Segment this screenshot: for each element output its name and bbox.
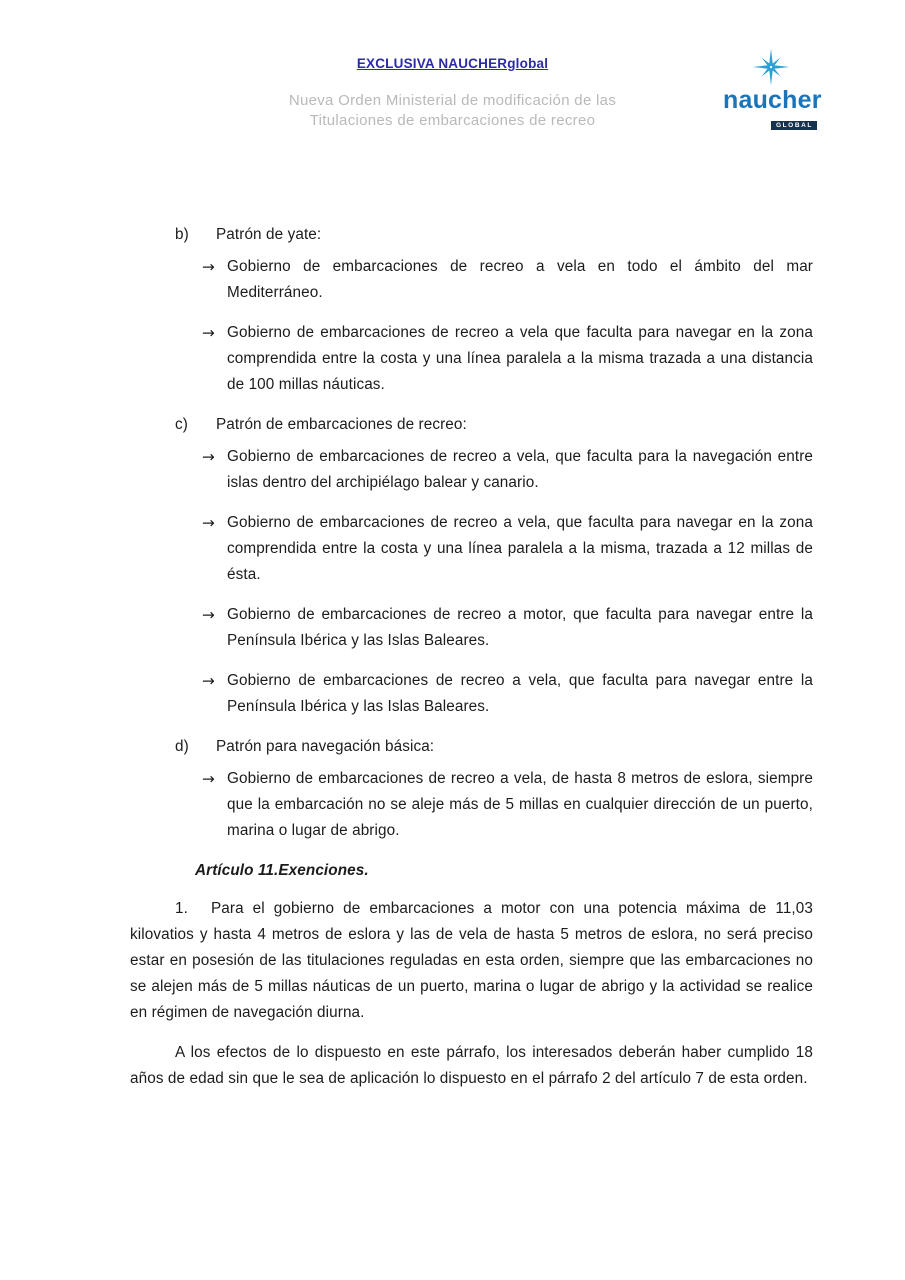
section-title-text: Patrón para navegación básica: bbox=[216, 738, 435, 755]
logo-wordmark: naucher bbox=[723, 86, 822, 114]
arrow-icon: → bbox=[202, 448, 215, 466]
paragraph bbox=[130, 896, 813, 1026]
paragraph-text: A los efectos de lo dispuesto en este párrafo, los interesados deberán haber cumplido 18 años de edad sin que le sea de aplicación lo dispuesto en el párrafo 2 del artículo 7 de esta orden. bbox=[130, 1044, 813, 1087]
subtitle-line-1: Nueva Orden Ministerial de modificación de las bbox=[288, 92, 617, 109]
bullet-text: Gobierno de embarcaciones de recreo a motor, que faculta para navegar entre la Península Ibérica y las Islas Baleares. bbox=[227, 606, 813, 649]
bullet-item bbox=[130, 668, 813, 720]
arrow-icon: → bbox=[202, 258, 215, 276]
bullet-text: Gobierno de embarcaciones de recreo a vela en todo el ámbito del mar Mediterráneo. bbox=[227, 258, 813, 301]
arrow-icon: → bbox=[202, 672, 215, 690]
document-body bbox=[130, 222, 813, 1106]
bullet-item bbox=[130, 444, 813, 496]
section-c bbox=[130, 412, 813, 720]
section-title-text: Patrón de yate: bbox=[216, 226, 322, 243]
bullet-text: Gobierno de embarcaciones de recreo a vela, que faculta para la navegación entre islas dentro del archipiélago balear y canario. bbox=[227, 448, 813, 491]
bullet-item bbox=[130, 766, 813, 844]
arrow-icon: → bbox=[202, 606, 215, 624]
compass-rose-icon bbox=[752, 48, 790, 86]
bullet-text: Gobierno de embarcaciones de recreo a vela que faculta para navegar en la zona comprendida entre la costa y una línea paralela a la misma trazada a una distancia de 100 millas náuticas. bbox=[227, 324, 813, 393]
logo-tagline-text: GLOBAL bbox=[771, 121, 817, 130]
arrow-icon: → bbox=[202, 324, 215, 342]
section-label: b) bbox=[175, 226, 189, 243]
exclusive-header-link[interactable]: EXCLUSIVA NAUCHERglobal bbox=[356, 56, 549, 71]
section-title bbox=[130, 734, 813, 760]
bullet-item bbox=[130, 254, 813, 306]
bullet-text: Gobierno de embarcaciones de recreo a vela, de hasta 8 metros de eslora, siempre que la embarcación no se aleje más de 5 millas en cualquier dirección de un puerto, marina o lugar de abrigo. bbox=[227, 770, 813, 839]
section-b bbox=[130, 222, 813, 398]
paragraph-text: Para el gobierno de embarcaciones a motor con una potencia máxima de 11,03 kilovatios y hasta 4 metros de eslora y las de vela de hasta 5 metros de eslora, no será preciso estar en posesión de las titulaciones reguladas en esta orden, siempre que las embarcaciones no se alejen más de 5 millas náuticas de un puerto, marina o lugar de abrigo y la actividad se realice en régimen de navegación diurna. bbox=[130, 900, 813, 1021]
section-title bbox=[130, 412, 813, 438]
naucher-logo bbox=[723, 48, 822, 132]
section-label: d) bbox=[175, 738, 189, 755]
arrow-icon: → bbox=[202, 514, 215, 532]
logo-tagline bbox=[723, 114, 819, 132]
section-title bbox=[130, 222, 813, 248]
section-d bbox=[130, 734, 813, 844]
bullet-item bbox=[130, 320, 813, 398]
article-11-heading: Artículo 11.Exenciones. bbox=[195, 862, 369, 879]
bullet-text: Gobierno de embarcaciones de recreo a vela, que faculta para navegar entre la Península Ibérica y las Islas Baleares. bbox=[227, 672, 813, 715]
paragraph bbox=[130, 1040, 813, 1092]
bullet-text: Gobierno de embarcaciones de recreo a vela, que faculta para navegar en la zona comprendida entre la costa y una línea paralela a la misma, trazada a 12 millas de ésta. bbox=[227, 514, 813, 583]
subtitle-line-2: Titulaciones de embarcaciones de recreo bbox=[309, 111, 596, 129]
section-title-text: Patrón de embarcaciones de recreo: bbox=[216, 416, 467, 433]
bullet-item bbox=[130, 510, 813, 588]
bullet-item bbox=[130, 602, 813, 654]
paragraph-number: 1. bbox=[175, 900, 188, 917]
section-label: c) bbox=[175, 416, 188, 433]
arrow-icon: → bbox=[202, 770, 215, 788]
